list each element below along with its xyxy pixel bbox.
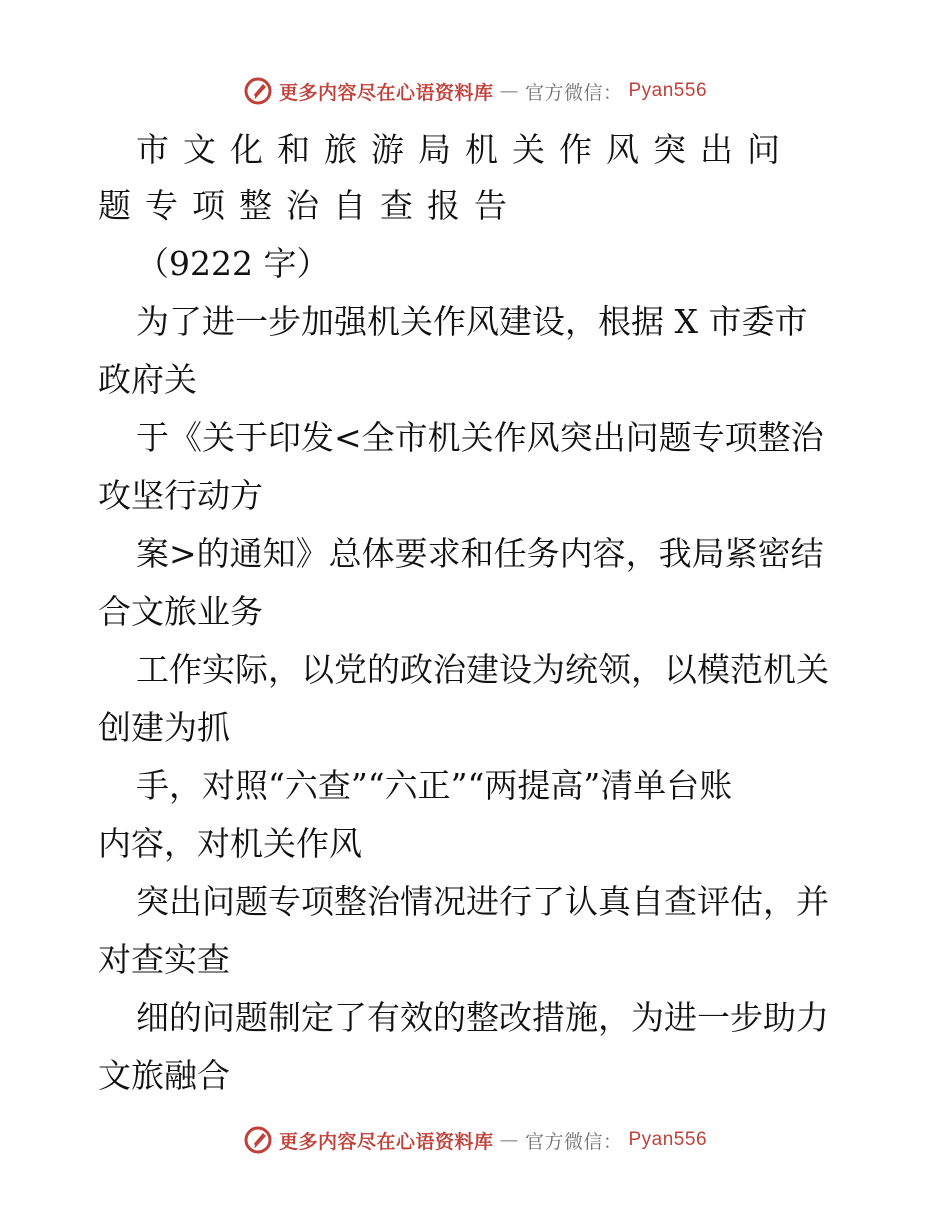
doc-line: 工作实际，以党的政治建设为统领，以模范机关: [136, 650, 829, 689]
doc-line: 手，对照“六查”“六正”“两提高”清单台账: [136, 766, 733, 805]
banner-wechat-id: Pyan556: [628, 1129, 708, 1150]
banner-wechat-id: Pyan556: [628, 80, 708, 101]
banner-wechat-label: 官方微信：: [524, 1130, 623, 1153]
doc-line: 创建为抓: [98, 708, 230, 747]
header-banner: [0, 71, 950, 111]
doc-line: 文旅融合: [98, 1056, 230, 1095]
doc-line: 攻坚行动方: [98, 476, 263, 515]
doc-title-line2: 题专项整治自查报告: [98, 186, 521, 225]
doc-line: 内容，对机关作风: [98, 824, 362, 863]
banner-wechat-label: 官方微信：: [524, 81, 623, 104]
doc-line: 对查实查: [98, 940, 230, 979]
doc-word-count: （9222 字）: [136, 244, 330, 283]
banner-separator: —: [499, 1129, 519, 1151]
banner-main-text: 更多内容尽在心语资料库: [278, 1130, 494, 1153]
doc-line: 案>的通知》总体要求和任务内容，我局紧密结: [136, 534, 824, 573]
banner-main-text: 更多内容尽在心语资料库: [278, 81, 494, 104]
pen-circle-logo-icon: [243, 1125, 273, 1155]
banner-separator: —: [499, 80, 519, 102]
footer-banner: [0, 1120, 950, 1160]
doc-title-line1: 市文化和旅游局机关作风突出问: [136, 130, 794, 169]
doc-line: 于《关于印发<全市机关作风突出问题专项整治: [136, 418, 824, 457]
doc-line: 政府关: [98, 360, 197, 399]
doc-line: 细的问题制定了有效的整改措施，为进一步助力: [136, 998, 829, 1037]
doc-line: 合文旅业务: [98, 592, 263, 631]
doc-line: 为了进一步加强机关作风建设，根据 X 市委市: [136, 302, 808, 341]
pen-circle-logo-icon: [243, 76, 273, 106]
doc-line: 突出问题专项整治情况进行了认真自查评估，并: [136, 882, 829, 921]
